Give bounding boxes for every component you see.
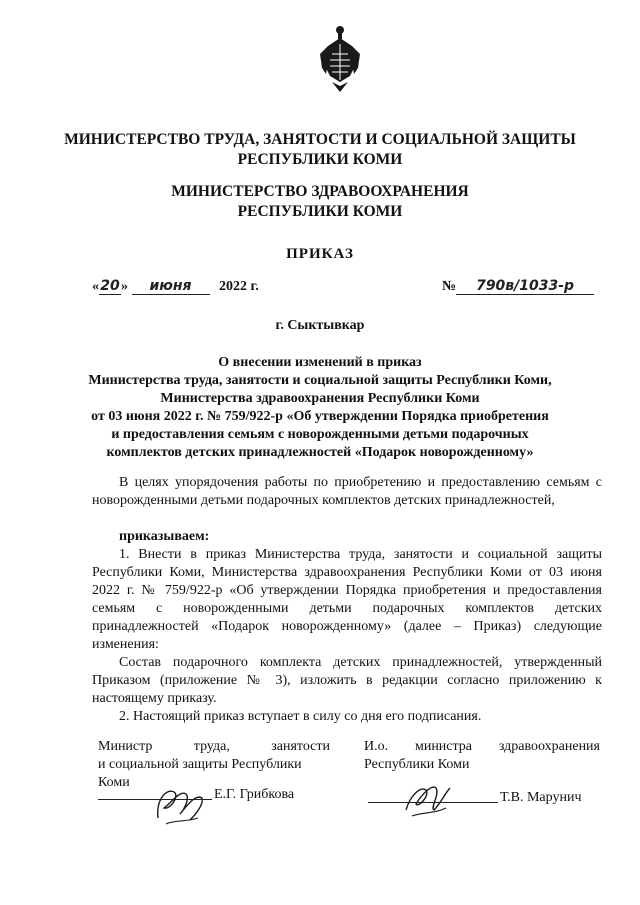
eagle-emblem-icon xyxy=(318,24,362,94)
right-signer-name: Т.В. Марунич xyxy=(500,790,582,805)
document-number xyxy=(442,278,594,295)
right-handwritten-signature xyxy=(400,776,456,822)
left-signer-name: Е.Г. Грибкова xyxy=(214,787,295,802)
date-close-quote: » xyxy=(121,279,128,294)
ministry2-line1: МИНИСТЕРСТВО ЗДРАВООХРАНЕНИЯ xyxy=(171,183,469,200)
subject-line4: от 03 июня 2022 г. № 759/922-р «Об утверждении Порядка приобретения xyxy=(91,409,549,424)
ministry2-line2: РЕСПУБЛИКИ КОМИ xyxy=(237,203,403,220)
right-signer-position-line2: Республики Коми xyxy=(364,757,470,772)
city: г. Сыктывкар xyxy=(275,318,365,333)
document-date xyxy=(92,278,259,295)
date-day: 20 xyxy=(100,278,120,294)
left-signer-position-line2: и социальной защиты Республики xyxy=(98,757,302,772)
coat-of-arms-emblem xyxy=(318,24,362,94)
item1-detail-paragraph: Состав подарочного комплекта детских принадлежностей, утвержденный Приказом (приложение № 3), изложить в редакции согласно приложению к настоящему приказу. xyxy=(92,655,602,706)
number-value: 790в/1033-р xyxy=(456,278,594,295)
left-signer-position-line1: Министр труда, занятости xyxy=(98,739,330,754)
date-year: 2022 г. xyxy=(219,279,259,294)
item2-paragraph: 2. Настоящий приказ вступает в силу со дня его подписания. xyxy=(119,709,482,724)
intro-paragraph: В целях упорядочения работы по приобретению и предоставлению семьям с новорожденными детьми подарочных комплектов детских принадлежностей, xyxy=(92,475,602,508)
subject-line2: Министерства труда, занятости и социальной защиты Республики Коми, xyxy=(88,373,552,388)
left-handwritten-signature xyxy=(150,780,210,830)
document-type-title: ПРИКАЗ xyxy=(286,246,354,262)
number-prefix: № xyxy=(442,279,457,294)
date-month: июня xyxy=(132,278,210,295)
date-open-quote: « xyxy=(92,279,99,294)
subject-line5: и предоставления семьям с новорожденными детьми подарочных xyxy=(111,427,529,442)
ministry1-line2: РЕСПУБЛИКИ КОМИ xyxy=(237,151,403,168)
order-word: приказываем: xyxy=(119,529,210,544)
item1-paragraph: 1. Внести в приказ Министерства труда, занятости и социальной защиты Республики Коми, Министерства здравоохранения Республики Коми от 03 июня 2022 г. № 759/922-р «Об утверждении Порядка приобретения и предоставления семьям с новорожденными детьми подарочных комплектов детских принадлежностей «Подарок новорожденному» (далее – Приказ) следующие изменения: xyxy=(92,547,602,652)
left-signer-position-line3: Коми xyxy=(98,775,130,790)
subject-line6: комплектов детских принадлежностей «Подарок новорожденному» xyxy=(106,445,534,460)
subject-line3: Министерства здравоохранения Республики Коми xyxy=(160,391,480,406)
subject-line1: О внесении изменений в приказ xyxy=(218,355,422,370)
right-signer-position-line1: И.о. министра здравоохранения xyxy=(364,739,600,754)
ministry1-line1: МИНИСТЕРСТВО ТРУДА, ЗАНЯТОСТИ И СОЦИАЛЬНОЙ ЗАЩИТЫ xyxy=(64,131,576,148)
